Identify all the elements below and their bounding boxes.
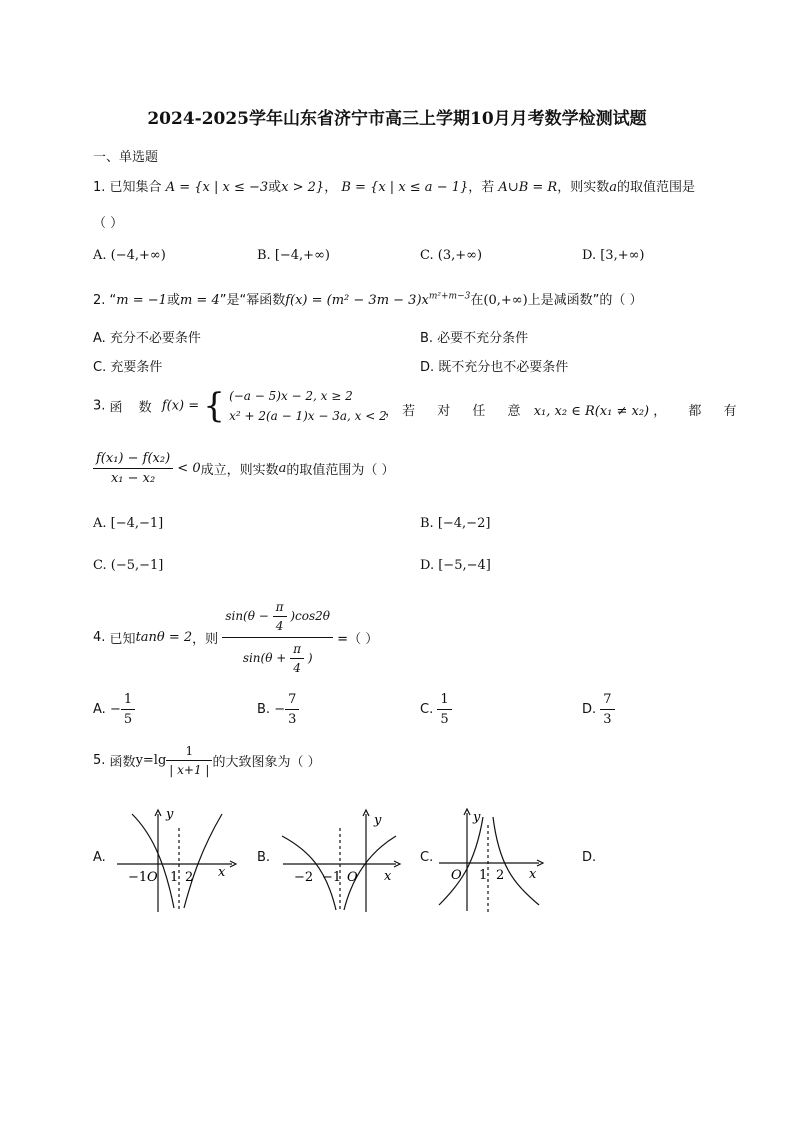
q2-quote-open: “ — [109, 293, 117, 308]
q2-exponent: m²+m−3 — [428, 291, 471, 302]
q3-inequality — [93, 451, 395, 486]
q4-fraction — [222, 600, 333, 675]
q5-tail: 的大致图象为（ ） — [212, 755, 321, 770]
graph-a-tick-1: 1 — [170, 870, 179, 885]
graph-c-right-branch — [493, 817, 539, 905]
q1-set-a: A = {x | x ≤ −3 — [165, 180, 269, 195]
graph-b-y-label: y — [374, 813, 382, 828]
q3-lt0: < 0 — [177, 461, 201, 476]
q3-tail-1: ， 都 有 — [653, 404, 746, 419]
q4-option-a-den: 5 — [123, 712, 133, 727]
q5-graph-c — [435, 805, 555, 917]
q3-number: 3. — [93, 398, 106, 414]
q3-condition — [385, 400, 746, 419]
question-2 — [93, 289, 643, 308]
q4-option-d-num: 7 — [600, 692, 614, 710]
q5-graph-a — [112, 808, 242, 916]
q3-option-c: C. (−5,−1] — [93, 558, 164, 573]
q4-eq: =（ ） — [337, 632, 379, 647]
q4-then: ，则 — [192, 632, 219, 647]
q1-set-a-rhs: x > 2} — [281, 180, 325, 195]
q3-case-2: x² + 2(a − 1)x − 3a, x < 2 — [229, 409, 387, 423]
graph-c-y-label: y — [473, 810, 481, 825]
q3-frac-num: f(x₁) − f(x₂) — [93, 451, 173, 469]
graph-b-x-label: x — [384, 869, 392, 884]
q4-option-a-sign: − — [109, 702, 121, 717]
q4-den-four: 4 — [293, 661, 301, 675]
q5-text: 函数 — [109, 755, 136, 770]
q3-comma: ， — [385, 404, 399, 419]
q4-option-c-num: 1 — [437, 692, 451, 710]
q2-or: 或 — [166, 293, 180, 308]
q1-option-b: B. [−4,+∞) — [257, 248, 330, 263]
q4-option-c-label: C. — [420, 702, 434, 717]
graph-c-x-label: x — [529, 867, 537, 882]
graph-a-origin: O — [147, 870, 158, 885]
q5-option-a-label: A. — [93, 850, 106, 865]
q5-func: y=lg — [135, 753, 167, 768]
q2-number: 2. — [93, 293, 106, 308]
question-1 — [93, 176, 695, 195]
q2-option-c: C. 充要条件 — [93, 360, 163, 375]
graph-a-right-branch — [184, 814, 222, 908]
q4-text: 已知 — [109, 632, 136, 647]
q1-text-a: 已知集合 — [109, 180, 162, 195]
q3-frac-den: x₁ − x₂ — [110, 471, 156, 486]
q3-word: 函 数 — [109, 400, 158, 416]
q2-cond-2: m = 4 — [179, 293, 220, 308]
graph-c-tick-1: 1 — [479, 868, 488, 883]
q1-option-d: D. [3,+∞) — [582, 248, 645, 263]
q3-fx: f(x) = — [161, 398, 200, 414]
q3-tail-2: 成立，则实数 — [200, 463, 279, 478]
q4-option-b-num: 7 — [285, 692, 299, 710]
q5-number: 5. — [93, 753, 106, 768]
q4-den-a: sin(θ + — [242, 651, 287, 665]
graph-c-left-branch — [439, 817, 483, 905]
section-heading: 一、单选题 — [93, 150, 159, 165]
q5-option-b-label: B. — [257, 850, 271, 865]
q4-option-a — [93, 692, 135, 727]
q5-frac-num: 1 — [166, 744, 212, 761]
q1-or: 或 — [268, 180, 282, 195]
q4-option-a-label: A. — [93, 702, 106, 717]
q1-number: 1. — [93, 180, 106, 195]
graph-b-origin: O — [347, 870, 358, 885]
question-3 — [93, 386, 387, 426]
q4-option-b — [257, 692, 299, 727]
q3-var: a — [278, 461, 287, 476]
q1-option-c: C. (3,+∞) — [420, 248, 483, 263]
graph-b-tick-neg1: −1 — [322, 870, 342, 885]
q1-text-b: ，若 — [468, 180, 495, 195]
q4-given: tanθ = 2 — [135, 630, 193, 645]
q5-frac-den: | x+1 | — [169, 763, 210, 777]
q3-cond-math: x₁, x₂ ∈ R(x₁ ≠ x₂) — [533, 404, 650, 419]
q2-mid-text: ”是“幂函数 — [219, 293, 286, 308]
graph-a-tick-2: 2 — [185, 870, 194, 885]
q2-tail: 上是减函数”的（ ） — [527, 293, 643, 308]
question-4 — [93, 600, 378, 675]
q2-in: 在 — [470, 293, 484, 308]
q1-answer-paren: （ ） — [93, 216, 124, 231]
q4-option-d-label: D. — [582, 702, 597, 717]
q3-tail-3: 的取值范围为（ ） — [286, 463, 395, 478]
q2-option-a: A. 充分不必要条件 — [93, 331, 201, 346]
q3-option-a: A. [−4,−1] — [93, 516, 164, 531]
q2-interval: (0,+∞) — [483, 293, 528, 308]
q4-number: 4. — [93, 630, 106, 645]
q1-text-d: 的取值范围是 — [616, 180, 695, 195]
graph-a-y-label: y — [166, 808, 174, 822]
q1-var: a — [609, 180, 617, 195]
q2-cond-1: m = −1 — [116, 293, 167, 308]
q4-option-a-num: 1 — [121, 692, 135, 710]
q4-option-d-den: 3 — [603, 712, 612, 727]
q5-option-d-label: D. — [582, 850, 597, 865]
q4-den-b: ) — [307, 651, 313, 665]
graph-a-left-branch — [132, 814, 174, 908]
q1-set-b: B = {x | x ≤ a − 1} — [341, 180, 469, 195]
q4-option-c — [420, 692, 452, 727]
q3-cond-text: 若 对 任 意 — [402, 404, 530, 419]
q4-option-b-sign: − — [274, 702, 286, 717]
graph-c-origin: O — [451, 868, 462, 883]
q4-num-b: )cos2θ — [290, 609, 331, 623]
q4-option-d — [582, 692, 615, 727]
q5-option-c-label: C. — [420, 850, 434, 865]
q4-num-a: sin(θ − — [225, 609, 269, 623]
graph-b-tick-neg2: −2 — [294, 870, 314, 885]
q2-option-b: B. 必要不充分条件 — [420, 331, 529, 346]
q3-brace: { — [203, 386, 225, 426]
q4-option-c-den: 5 — [440, 712, 449, 727]
q2-option-d: D. 既不充分也不必要条件 — [420, 360, 569, 375]
question-5 — [93, 744, 321, 777]
q4-num-four: 4 — [275, 619, 284, 633]
q4-option-b-den: 3 — [288, 712, 297, 727]
q1-comma: ， — [324, 180, 338, 195]
q4-den-pi: π — [290, 642, 304, 659]
page-title: 2024-2025学年山东省济宁市高三上学期10月月考数学检测试题 — [147, 109, 647, 129]
q1-option-a: A. (−4,+∞) — [93, 248, 166, 263]
q1-union: A∪B = R — [498, 180, 558, 195]
q3-option-b: B. [−4,−2] — [420, 516, 491, 531]
graph-a-tick-neg1: −1 — [128, 870, 148, 885]
q4-num-pi: π — [273, 600, 287, 617]
q3-option-d: D. [−5,−4] — [420, 558, 491, 573]
graph-c-tick-2: 2 — [496, 868, 505, 883]
q3-case-1: (−a − 5)x − 2, x ≥ 2 — [229, 389, 353, 403]
graph-a-x-label: x — [218, 865, 226, 880]
q5-graph-b — [278, 808, 408, 916]
q4-option-b-label: B. — [257, 702, 271, 717]
q1-text-c: ，则实数 — [557, 180, 610, 195]
q2-function: f(x) = (m² − 3m − 3)x — [285, 293, 429, 308]
